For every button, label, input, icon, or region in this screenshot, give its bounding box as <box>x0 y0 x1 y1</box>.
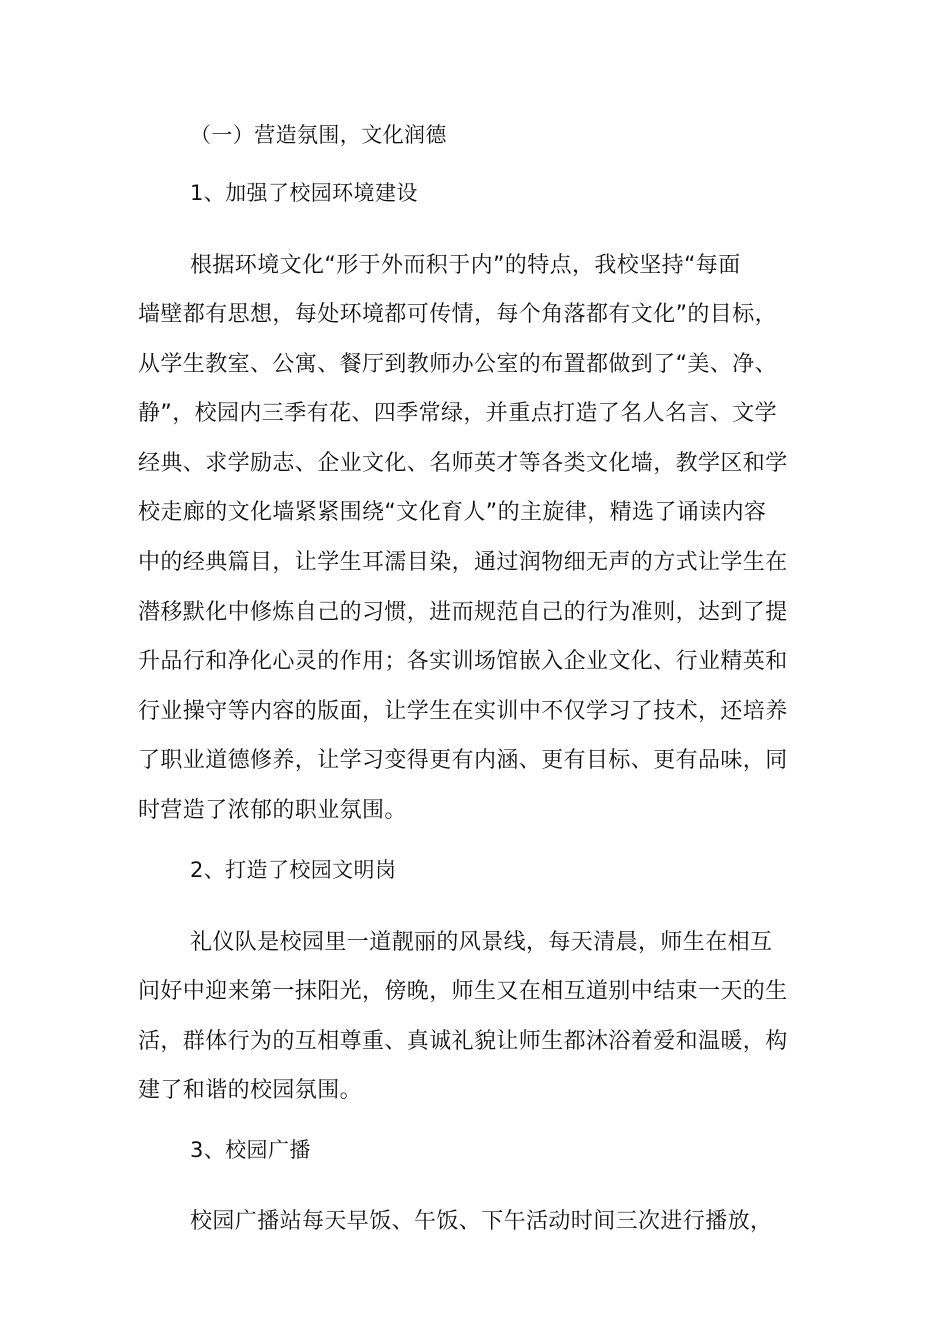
paragraph-line: 了职业道德修养，让学习变得更有内涵、更有目标、更有品味，同 <box>138 748 788 773</box>
paragraph-line: 升品行和净化心灵的作用；各实训场馆嵌入企业文化、行业精英和 <box>138 649 788 674</box>
section-heading: （一）营造氛围，文化润德 <box>190 123 447 147</box>
paragraph-line: 从学生教室、公寓、餐厅到教师办公室的布置都做到了“美、净、 <box>138 352 777 377</box>
paragraph-line: 行业操守等内容的版面，让学生在实训中不仅学习了技术，还培养 <box>138 699 788 724</box>
paragraph-line: 问好中迎来第一抹阳光，傍晚，师生又在相互道别中结束一天的生 <box>138 979 788 1004</box>
paragraph-line: 活，群体行为的互相尊重、真诚礼貌让师生都沐浴着爱和温暖，构 <box>138 1029 788 1054</box>
subheading-2: 2、打造了校园文明岗 <box>190 858 397 882</box>
paragraph-line: 经典、求学励志、企业文化、名师英才等各类文化墙，教学区和学 <box>138 451 788 476</box>
paragraph-line: 校走廊的文化墙紧紧围绕“文化育人”的主旋律，精选了诵读内容 <box>138 500 767 525</box>
paragraph-line: 建了和谐的校园氛围。 <box>138 1078 363 1103</box>
paragraph-line: 中的经典篇目，让学生耳濡目染，通过润物细无声的方式让学生在 <box>138 550 788 575</box>
paragraph-line: 墙壁都有思想，每处环境都可传情，每个角落都有文化”的目标， <box>138 302 777 327</box>
subheading-3: 3、校园广播 <box>190 1138 311 1162</box>
paragraph-line: 潜移默化中修炼自己的习惯，进而规范自己的行为准则，达到了提 <box>138 600 788 625</box>
paragraph-line: 礼仪队是校园里一道靓丽的风景线，每天清晨，师生在相互 <box>190 930 773 955</box>
subheading-1: 1、加强了校园环境建设 <box>190 181 418 205</box>
paragraph-line: 时营造了浓郁的职业氛围。 <box>138 798 407 823</box>
paragraph-line: 校园广播站每天早饭、午饭、下午活动时间三次进行播放， <box>190 1209 773 1234</box>
paragraph-line: 根据环境文化“形于外而积于内”的特点，我校坚持“每面 <box>190 253 741 278</box>
paragraph-line: 静”，校园内三季有花、四季常绿，并重点打造了名人名言、文学 <box>138 401 777 426</box>
